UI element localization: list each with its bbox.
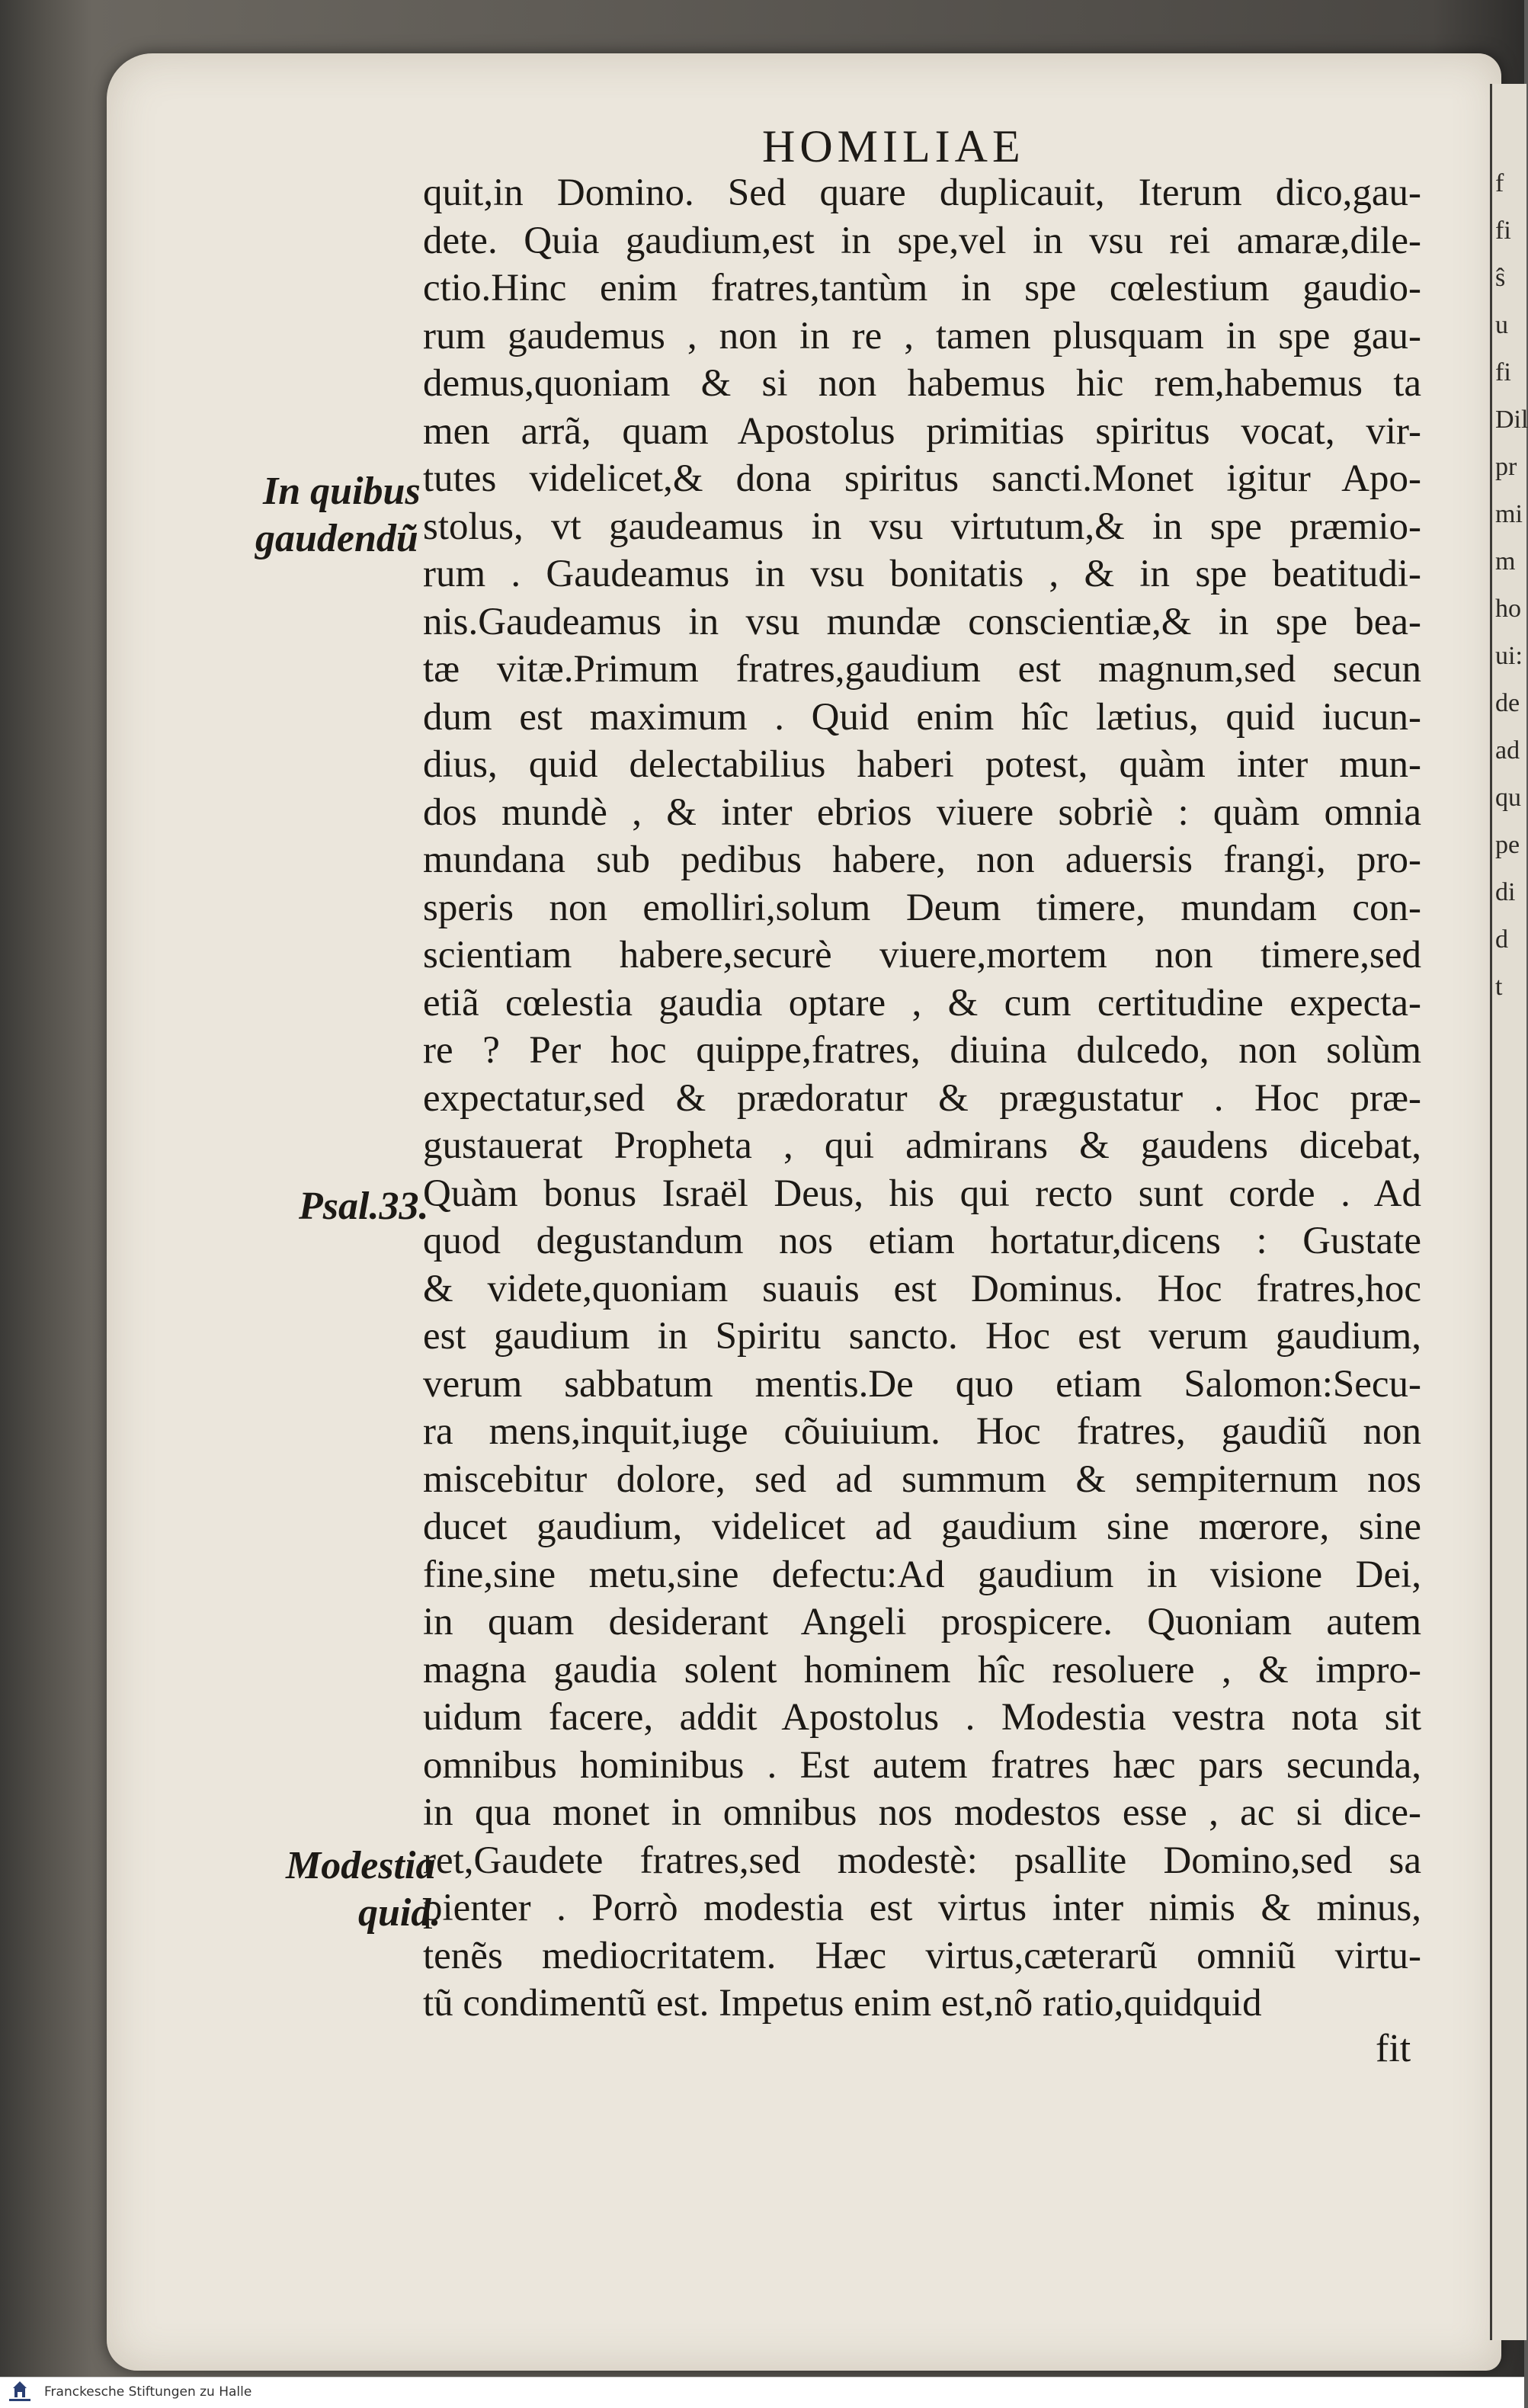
edge-letter: Dil (1495, 406, 1528, 434)
text-line: omnibus hominibus . Est autem fratres hæc pars secunda, (423, 1743, 1421, 1787)
text-line: dos mundè , & inter ebrios viuere sobriè : quàm omnia (423, 790, 1421, 834)
running-head: HOMILIAE (762, 121, 1025, 172)
text-line: stolus, vt gaudeamus in vsu virtutum,& in spe præmio- (423, 505, 1421, 548)
edge-letter: f (1495, 169, 1504, 197)
text-line: fine,sine metu,sine defectu:Ad gaudium in visione Dei, (423, 1553, 1421, 1596)
edge-letter: t (1495, 973, 1503, 1001)
edge-letter: qu (1495, 784, 1521, 812)
text-line: tũ condimentũ est. Impetus enim est,nõ ratio,quidquid (423, 1982, 1262, 2025)
text-line: rum gaudemus , non in re , tamen plusquam in spe gau- (423, 314, 1421, 358)
text-line: tæ vitæ.Primum fratres,gaudium est magnum,sed secun (423, 648, 1421, 691)
text-line: men arrã, quam Apostolus primitias spiritus vocat, vir- (423, 409, 1421, 453)
text-line: & videte,quoniam suauis est Dominus. Hoc fratres,hoc (423, 1267, 1421, 1310)
footer-institution-name: Franckesche Stiftungen zu Halle (44, 2384, 252, 2400)
text-line: quit,in Domino. Sed quare duplicauit, Iterum dico,gau- (423, 172, 1421, 214)
margin-note-modestia: Modestia (286, 1844, 436, 1887)
margin-note-psalm: Psal.33. (299, 1185, 429, 1228)
text-line: rum . Gaudeamus in vsu bonitatis , & in spe beatitudi- (423, 553, 1421, 595)
edge-letter: di (1495, 878, 1516, 906)
text-line: Quàm bonus Israël Deus, his qui recto sunt corde . Ad (423, 1172, 1421, 1215)
edge-letter: u (1495, 311, 1508, 339)
edge-letter: ad (1495, 736, 1520, 765)
edge-letter: d (1495, 925, 1508, 954)
text-line: est gaudium in Spiritu sancto. Hoc est verum gaudium, (423, 1315, 1421, 1358)
text-line: ctio.Hinc enim fratres,tantùm in spe cœlestium gaudio- (423, 267, 1421, 309)
text-line: etiã cœlestia gaudia optare , & cum certitudine expecta- (423, 981, 1421, 1024)
margin-note-in-quibus: In quibus (263, 470, 421, 513)
margin-note-quid: quid. (358, 1891, 441, 1935)
text-line: dum est maximum . Quid enim hîc lætius, quid iucun- (423, 695, 1421, 739)
edge-letter: pe (1495, 831, 1520, 859)
text-line: verum sabbatum mentis.De quo etiam Salomon:Secu- (423, 1362, 1421, 1406)
edge-letter: fi (1495, 358, 1511, 386)
edge-letter: ui: (1495, 642, 1523, 670)
edge-letter: ho (1495, 595, 1521, 623)
text-line: nis.Gaudeamus in vsu mundæ conscientiæ,& in spe bea- (423, 600, 1421, 643)
text-line: re ? Per hoc quippe,fratres, diuina dulcedo, non solùm (423, 1029, 1421, 1072)
edge-letter: pr (1495, 453, 1517, 481)
text-line: dius, quid delectabilius haberi potest, quàm inter mun- (423, 743, 1421, 786)
edge-letter: mi (1495, 500, 1523, 528)
edge-letter: de (1495, 689, 1520, 717)
text-line: mundana sub pedibus habere, non aduersis frangi, pro- (423, 838, 1421, 881)
text-line: pienter . Porrò modestia est virtus inter nimis & minus, (423, 1887, 1421, 1929)
edge-letter: ŝ (1495, 264, 1506, 292)
text-line: in quam desiderant Angeli prospicere. Quoniam autem (423, 1601, 1421, 1643)
text-line: quod degustandum nos etiam hortatur,dicens : Gustate (423, 1220, 1421, 1262)
text-line: demus,quoniam & si non habemus hic rem,habemus ta (423, 362, 1421, 405)
text-line: tutes videlicet,& dona spiritus sancti.Monet igitur Apo- (423, 457, 1421, 500)
text-line: dete. Quia gaudium,est in spe,vel in vsu rei amaræ,dile- (423, 219, 1421, 262)
text-line: magna gaudia solent hominem hîc resoluere , & impro- (423, 1648, 1421, 1691)
next-page-edge-letters (1495, 160, 1528, 1011)
text-line: ducet gaudium, videlicet ad gaudium sine mœrore, sine (423, 1505, 1421, 1548)
catchword: fit (1376, 2027, 1411, 2070)
margin-note-gaudendum: gaudendũ (255, 517, 418, 560)
body-text (423, 169, 1421, 2028)
text-line: speris non emolliri,solum Deum timere, mundam con- (423, 886, 1421, 929)
edge-letter: fi (1495, 216, 1511, 245)
text-line: expectatur,sed & prædoratur & prægustatur . Hoc præ- (423, 1076, 1421, 1120)
text-line: miscebitur dolore, sed ad summum & sempiternum nos (423, 1457, 1421, 1501)
text-line: ret,Gaudete fratres,sed modestè: psallite Domino,sed sa (423, 1839, 1421, 1882)
text-line: ra mens,inquit,iuge cõuiuium. Hoc fratres, gaudiũ non (423, 1410, 1421, 1453)
text-line: gustauerat Propheta , qui admirans & gaudens dicebat, (423, 1124, 1421, 1167)
edge-letter: m (1495, 547, 1516, 576)
text-line: in qua monet in omnibus nos modestos esse , ac si dice- (423, 1791, 1421, 1834)
text-line: scientiam habere,securè viuere,mortem non timere,sed (423, 934, 1421, 976)
text-line: tenẽs mediocritatem. Hæc virtus,cæterarũ omniũ virtu- (423, 1934, 1421, 1977)
text-line: uidum facere, addit Apostolus . Modestia vestra nota sit (423, 1696, 1421, 1739)
institution-logo-icon (5, 2379, 35, 2405)
